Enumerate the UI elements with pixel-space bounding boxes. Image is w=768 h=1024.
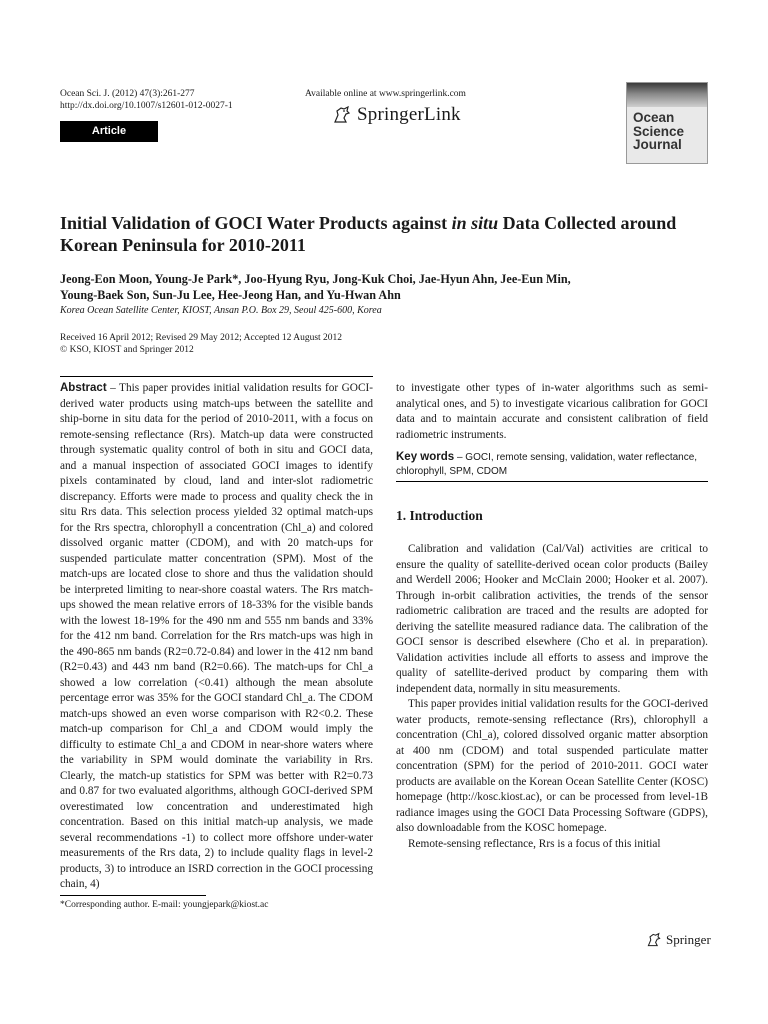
journal-name: Ocean Science Journal	[633, 110, 685, 152]
doi-link[interactable]: http://dx.doi.org/10.1007/s12601-012-0027-1	[60, 101, 233, 111]
intro-paragraph-3: Remote-sensing reflectance, Rrs is a focus of this initial	[408, 837, 661, 850]
paper-title: Initial Validation of GOCI Water Products against in situ Data Collected around Korean Peninsula for 2010-2011	[60, 213, 677, 255]
keywords-rule	[396, 481, 708, 482]
received-dates: Received 16 April 2012; Revised 29 May 2012; Accepted 12 August 2012	[60, 333, 343, 343]
affiliation: Korea Ocean Satellite Center, KIOST, Ansan P.O. Box 29, Seoul 425-600, Korea	[60, 305, 382, 316]
journal-cover	[626, 82, 708, 164]
springer-footer-logo	[646, 932, 711, 948]
footnote-rule	[60, 895, 206, 896]
springerlink-logo[interactable]	[332, 104, 461, 126]
journal-wave-image	[627, 83, 707, 107]
intro-paragraph-2: This paper provides initial validation results for the GOCI-derived water products, remote-sensing reflectance (Rrs), chlorophyll a concentration (Chl_a), colored dissolved organic matter absorption at 400 nm (CDOM) and total suspended particulate matter concentration (SPM) for the period of 2010-2011. GOCI water products are available on the Korean Ocean Satellite Center (KOSC) homepage (http://kosc.kiost.ac), or can be processed from level-1B radiance images using the GOCI Data Processing Software (GDPS), also downloadable from the KOSC homepage.	[396, 698, 708, 834]
section-heading-introduction: 1. Introduction	[396, 508, 483, 523]
introduction-body	[396, 542, 708, 852]
intro-paragraph-1: Calibration and validation (Cal/Val) activities are critical to ensure the quality of satellite-derived ocean color products (Bailey and Werdell 2006; Hooker and McClain 2000; Hooker et al. 2007). Through in-orbit calibration activities, the trends of the sensor radiometric calibration are traced and the results are adopted for deriving the satellite measured radiance data. The calibration of the GOCI sensor is described elsewhere (Cho et al. in preparation). Validation activities include all efforts to assess and improve the quality of satellite-derived product by comparing them with independent data, normally in situ measurements.	[396, 543, 708, 695]
abstract-continued: to investigate other types of in-water algorithms such as semi-analytical ones, and 5) to investigate vicarious calibration for GOCI data and to maintain accurate and consistent calibration of field radiometric instruments.	[396, 382, 708, 441]
springer-horse-icon	[332, 105, 352, 125]
article-tag: Article	[60, 121, 158, 142]
springer-footer-wordmark: Springer	[666, 932, 711, 947]
footnote: *Corresponding author. E-mail: youngjepark@kiost.ac	[60, 900, 269, 910]
abstract: Abstract – This paper provides initial validation results for GOCI-derived water products using match-ups between the satellite and ship-borne in situ data for the period of 2010-2011, with a focus on remote-sensing reflectance (Rrs). Match-up data were constructed through systematic quality control of both in situ and GOCI data, and a manual inspection of associated GOCI images to identify pixels contaminated by cloud, land and inter-slot radiometric discrepancy. Efforts were made to process and quality check the in situ Rrs data. This selection process yielded 32 optimal match-ups for the Rrs spectra, chlorophyll a concentration (Chl_a) and colored dissolved organic matter (CDOM), and with 20 match-ups for suspended particulate matter concentration (SPM). Most of the match-ups are located close to shore and thus the validation should be interpreted limiting to near-shore coastal waters. The Rrs match-ups showed the mean relative errors of 18-33% for the visible bands with the lowest 18-19% for the 490 nm and 555 nm bands and 33% for the 412 nm band. Correlation for the Rrs match-ups was high in the 490-865 nm bands (R2=0.72-0.84) and lower in the 412 nm band (R2=0.43) and 443 nm band (R2=0.66). The match-ups for Chl_a showed a low correlation (<0.41) although the mean absolute percentage error was 35% for the GOCI standard Chl_a. The CDOM match-ups showed an even worse comparison with R2<0.2. These match-up comparison for Chl_a and CDOM would imply the difficulty to estimate Chl_a and CDOM in near-shore waters where the variability in SPM would dominate the variability in Rrs. Clearly, the match-up statistics for SPM was better with R2=0.73 and 0.87 for two evaluated algorithms, although GOCI-derived SPM overestimated low concentration and underestimated high concentration. Based on this initial match-up analysis, we made several recommendations -1) to collect more offshore under-water measurements of the Rrs data, 2) to include quality flags in level-2 products, 3) to introduce an ISRD correction in the GOCI processing chain, 4)	[60, 382, 373, 890]
springer-horse-icon	[646, 932, 662, 948]
abstract-top-rule	[60, 376, 373, 377]
keywords-label: Key words	[396, 451, 455, 463]
copyright: © KSO, KIOST and Springer 2012	[60, 345, 194, 355]
available-online: Available online at www.springerlink.com	[305, 89, 466, 99]
springerlink-wordmark: SpringerLink	[357, 104, 461, 125]
authors: Jeong-Eon Moon, Young-Je Park*, Joo-Hyung Ryu, Jong-Kuk Choi, Jae-Hyun Ahn, Jee-Eun Min, Young-Baek Son, Sun-Ju Lee, Hee-Jeong Han, and Yu-Hwan Ahn	[60, 272, 571, 302]
abstract-label: Abstract	[60, 382, 107, 394]
citation: Ocean Sci. J. (2012) 47(3):261-277	[60, 89, 195, 99]
keywords: Key words – GOCI, remote sensing, validation, water reflectance, chlorophyll, SPM, CDOM	[396, 451, 698, 477]
